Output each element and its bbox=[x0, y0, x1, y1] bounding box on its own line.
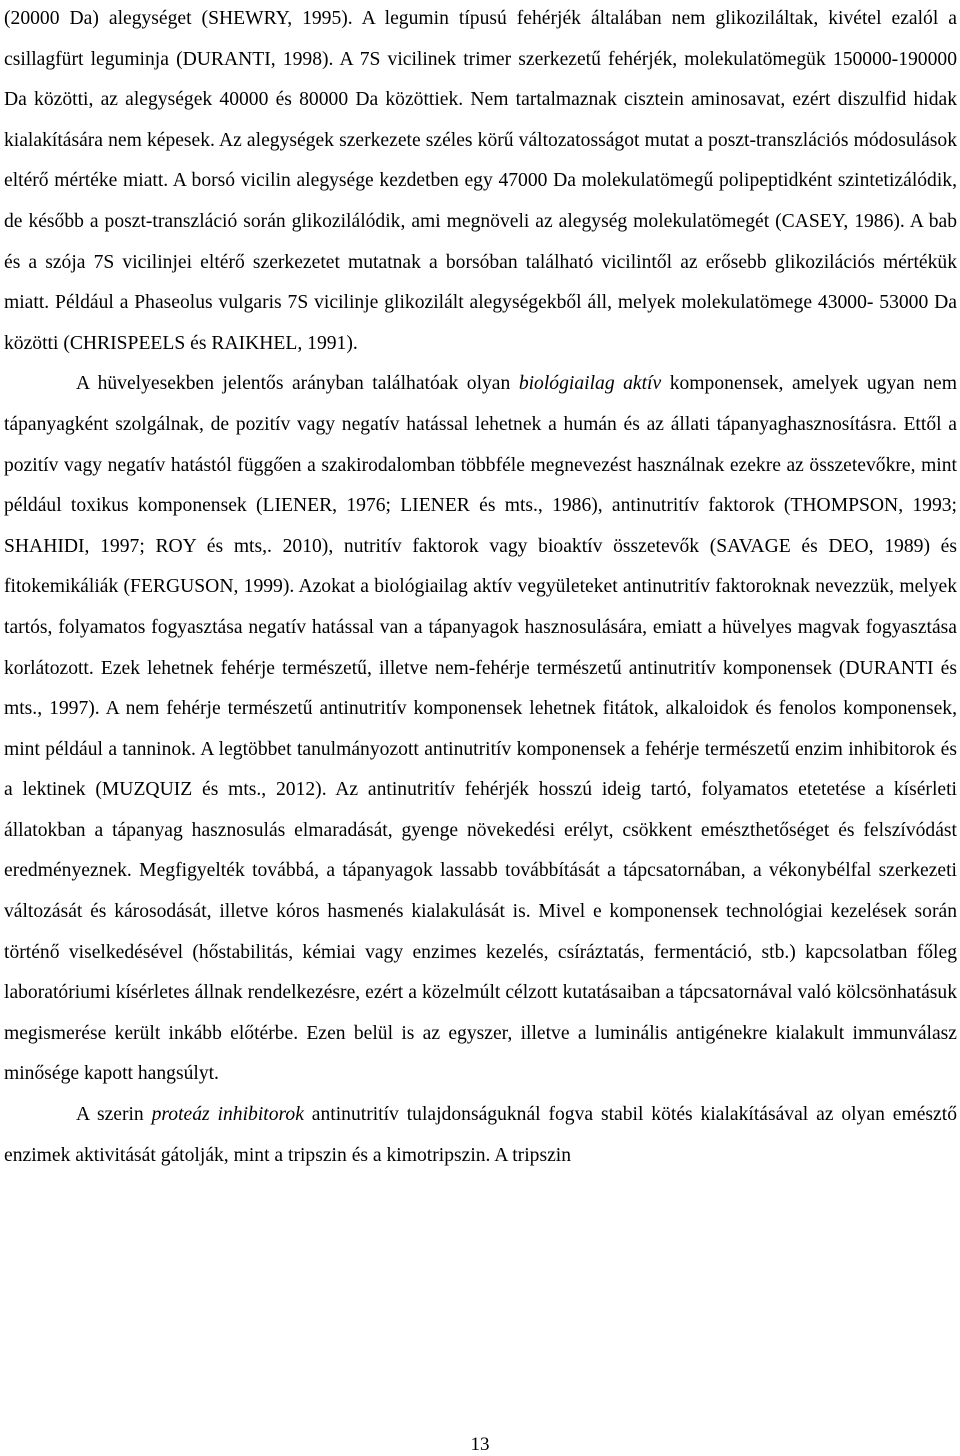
document-page bbox=[4, 0, 957, 1176]
paragraph-antinutritive-factors bbox=[4, 364, 957, 1095]
page-number: 13 bbox=[470, 1434, 490, 1455]
paragraph-text: (20000 Da) alegységet (SHEWRY, 1995). A legumin típusú fehérjék általában nem glikoziláltak, kivétel ezalól a csillagfürt leguminja (DURANTI, 1998). A 7S vicilinek trimer szerkezetű fehérjék, molekulatömegük 150000-190000 Da közötti, az alegységek 40000 és 80000 Da közöttiek. Nem tartalmaznak cisztein aminosavat, ezért diszulfid hidak kialakítására nem képesek. Az alegységek szerkezete széles körű változatosságot mutat a poszt-transzlációs módosulások eltérő mértéke miatt. A borsó vicilin alegysége kezdetben egy 47000 Da molekulatömegű polipeptidként szintetizálódik, de később a poszt-transzláció során glikozilálódik, ami megnöveli az alegység molekulatömegét (CASEY, 1986). A bab és a szója 7S vicilinjei eltérő szerkezetet mutatnak a borsóban található vicilintől az erősebb glikozilációs mértékük miatt. Például a Phaseolus vulgaris 7S vicilinje glikozilált alegységekből áll, melyek molekulatömege 43000- 53000 Da közötti (CHRISPEELS és RAIKHEL, 1991). bbox=[4, 8, 957, 354]
paragraph-protease-inhibitors bbox=[4, 1095, 957, 1176]
italic-term: biológiailag aktív bbox=[518, 373, 662, 395]
paragraph-text: A hüvelyesekben jelentős arányban találhatóak olyan bbox=[76, 373, 519, 395]
paragraph-text: komponensek, amelyek ugyan nem tápanyagként szolgálnak, de pozitív vagy negatív hatással lehetnek a humán és az állati tápanyaghasznosításra. Ettől a pozitív vagy negatív hatástól függően a szakirodalomban többféle megnevezést használnak ezekre az összetevőkre, mint például toxikus komponensek (LIENER, 1976; LIENER és mts., 1986), antinutritív faktorok (THOMPSON, 1993; SHAHIDI, 1997; ROY és mts,. 2010), nutritív faktorok vagy bioaktív összetevők (SAVAGE és DEO, 1989) és fitokemikáliák (FERGUSON, 1999). Azokat a biológiailag aktív vegyületeket antinutritív faktoroknak nevezzük, melyek tartós, folyamatos fogyasztása negatív hatással van a tápanyagok hasznosulására, emiatt a hüvelyes magvak fogyasztása korlátozott. Ezek lehetnek fehérje természetű, illetve nem-fehérje természetű antinutritív komponensek (DURANTI és mts., 1997). A nem fehérje természetű antinutritív komponensek lehetnek fitátok, alkaloidok és fenolos komponensek, mint például a tanninok. A legtöbbet tanulmányozott antinutritív komponensek a fehérje természetű enzim inhibitorok és a lektinek (MUZQUIZ és mts., 2012). Az antinutritív fehérjék hosszú ideig tartó, folyamatos etetetése a kísérleti állatokban a tápanyag hasznosulás elmaradását, gyenge növekedési erélyt, csökkent emészthetőséget és felszívódást eredményeznek. Megfigyelték továbbá, a tápanyagok lassabb továbbítását a tápcsatornában, a vékonybélfal szerkezeti változását és károsodását, illetve kóros hasmenés kialakulását is. Mivel e komponensek technológiai kezelések során történő viselkedésével (hőstabilitás, kémiai vagy enzimes kezelés, csíráztatás, fermentáció, stb.) kapcsolatban főleg laboratóriumi kísérletes állnak rendelkezésre, ezért a közelmúlt célzott kutatásaiban a tápcsatornával való kölcsönhatásuk megismerése került inkább előtérbe. Ezen belül is az egyszer, illetve a luminális antigénekre kialakult immunválasz minősége kapott hangsúlyt. bbox=[4, 373, 957, 1085]
paragraph-legumin-vicilin bbox=[4, 0, 957, 364]
paragraph-text: antinutritív tulajdonságuknál fogva stabil kötés kialakításával az olyan emésztő enzimek aktivitását gátolják, mint a tripszin és a kimotripszin. A tripszin bbox=[4, 1104, 957, 1166]
paragraph-text: A szerin bbox=[76, 1104, 152, 1126]
italic-term: proteáz inhibitorok bbox=[151, 1104, 304, 1126]
